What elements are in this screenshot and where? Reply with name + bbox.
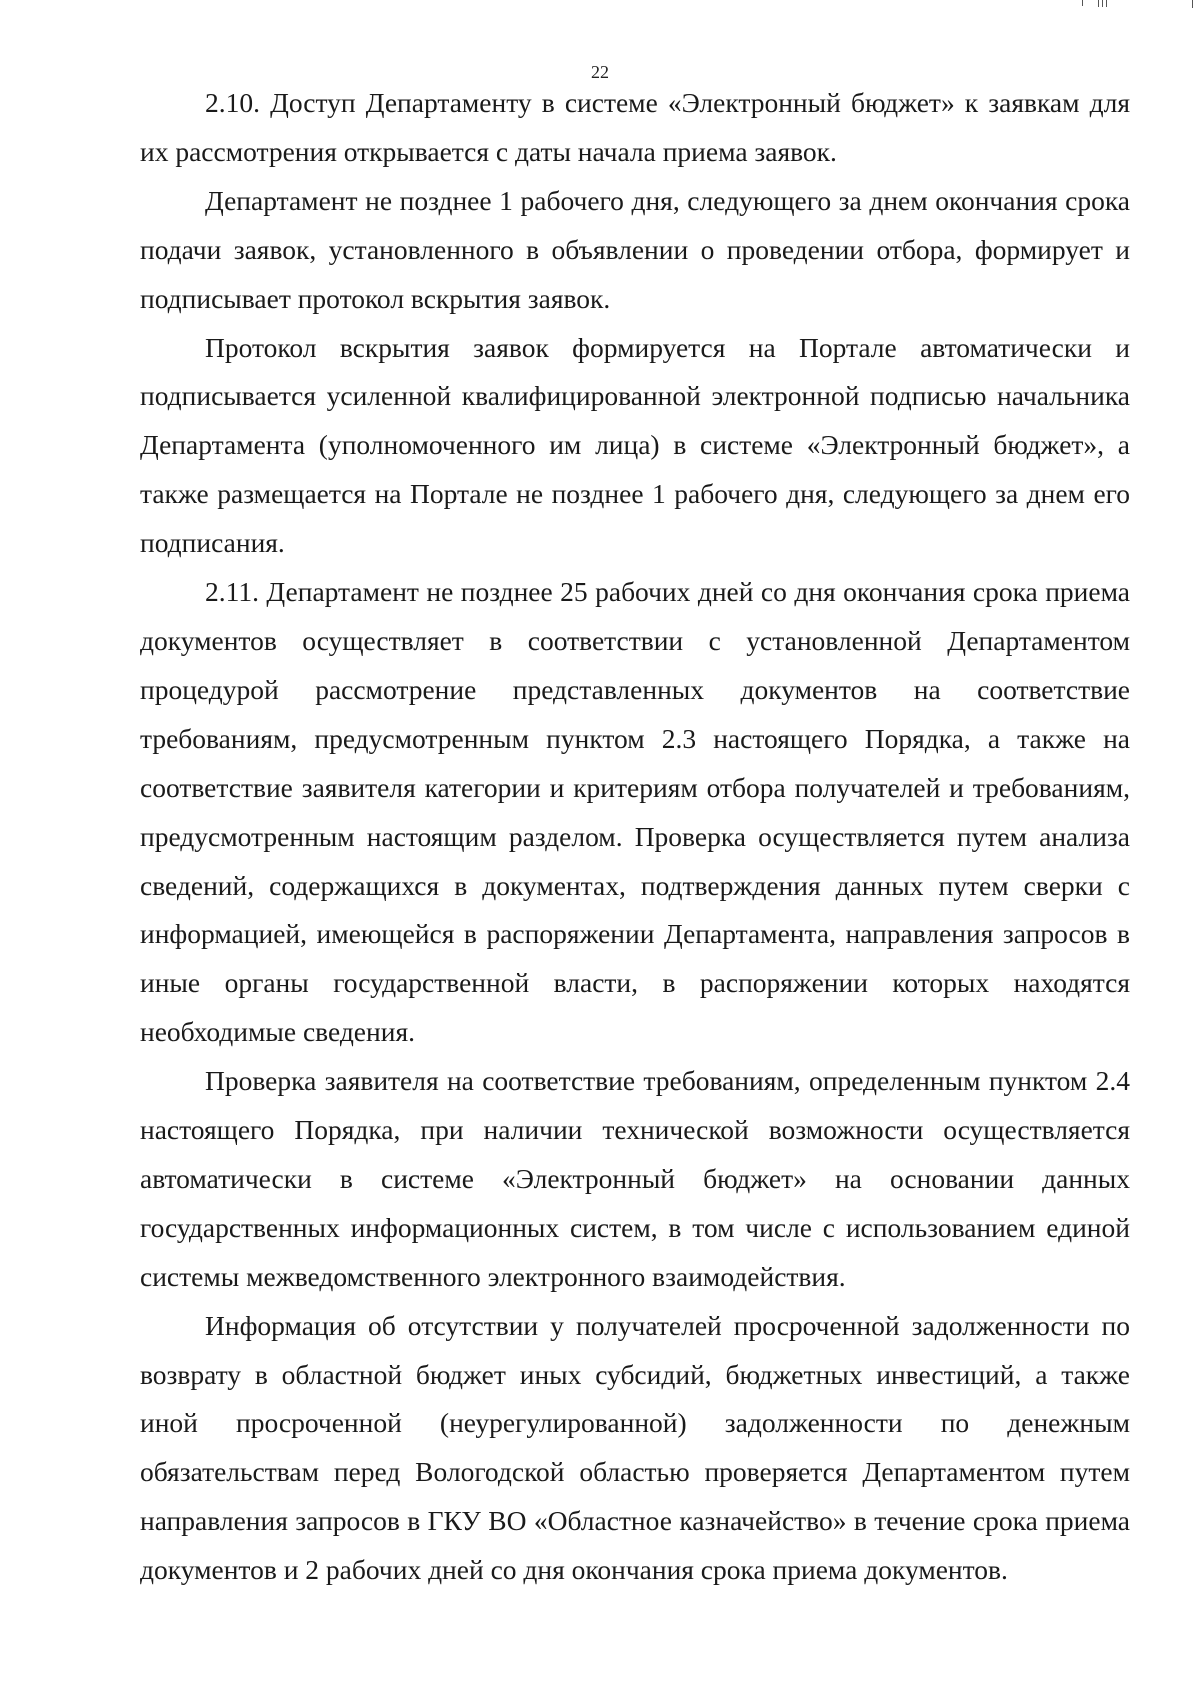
paragraph-protocol-signing: Протокол вскрытия заявок формируется на Портале автоматически и подписывается усиленной квалифицированной электронной подписью начальника Департамента (уполномоченного им лица) в системе «Электронный бюджет», а также размещается на Портале не позднее 1 рабочего дня, следующего за днем его подписания.: [140, 331, 1130, 559]
document-body: [140, 79, 1130, 1595]
paragraph-debt-info: Информация об отсутствии у получателей просроченной задолженности по возврату в областной бюджет иных субсидий, бюджетных инвестиций, а также иной просроченной (неурегулированной) задолженности по денежным обязательствам перед Вологодской областью проверяется Департаментом путем направления запросов в ГКУ ВО «Областное казначейство» в течение срока приема документов и 2 рабочих дней со дня окончания срока приема документов.: [140, 1309, 1130, 1586]
paragraph-2-11: 2.11. Департамент не позднее 25 рабочих дней со дня окончания срока приема документов осуществляет в соответствии с установленной Департаментом процедурой рассмотрение представленных документов на соответствие требованиям, предусмотренным пунктом 2.3 настоящего Порядка, а также на соответствие заявителя категории и критериям отбора получателей и требованиям, предусмотренным настоящим разделом. Проверка осуществляется путем анализа сведений, содержащихся в документах, подтверждения данных путем сверки с информацией, имеющейся в распоряжении Департамента, направления запросов в иные органы государственной власти, в распоряжении которых находятся необходимые сведения.: [140, 576, 1130, 1048]
paragraph-2-10: 2.10. Доступ Департаменту в системе «Электронный бюджет» к заявкам для их рассмотрения открывается с даты начала приема заявок.: [140, 87, 1130, 167]
paragraph-applicant-check: Проверка заявителя на соответствие требованиям, определенным пунктом 2.4 настоящего Порядка, при наличии технической возможности осуществляется автоматически в системе «Электронный бюджет» на основании данных государственных информационных систем, в том числе с использованием единой системы межведомственного электронного взаимодействия.: [140, 1065, 1130, 1292]
scan-edge-marks: [1080, 0, 1200, 8]
page-number: 22: [591, 62, 609, 82]
paragraph-opening-protocol: Департамент не позднее 1 рабочего дня, следующего за днем окончания срока подачи заявок, установленного в объявлении о проведении отбора, формирует и подписывает протокол вскрытия заявок.: [140, 184, 1130, 314]
